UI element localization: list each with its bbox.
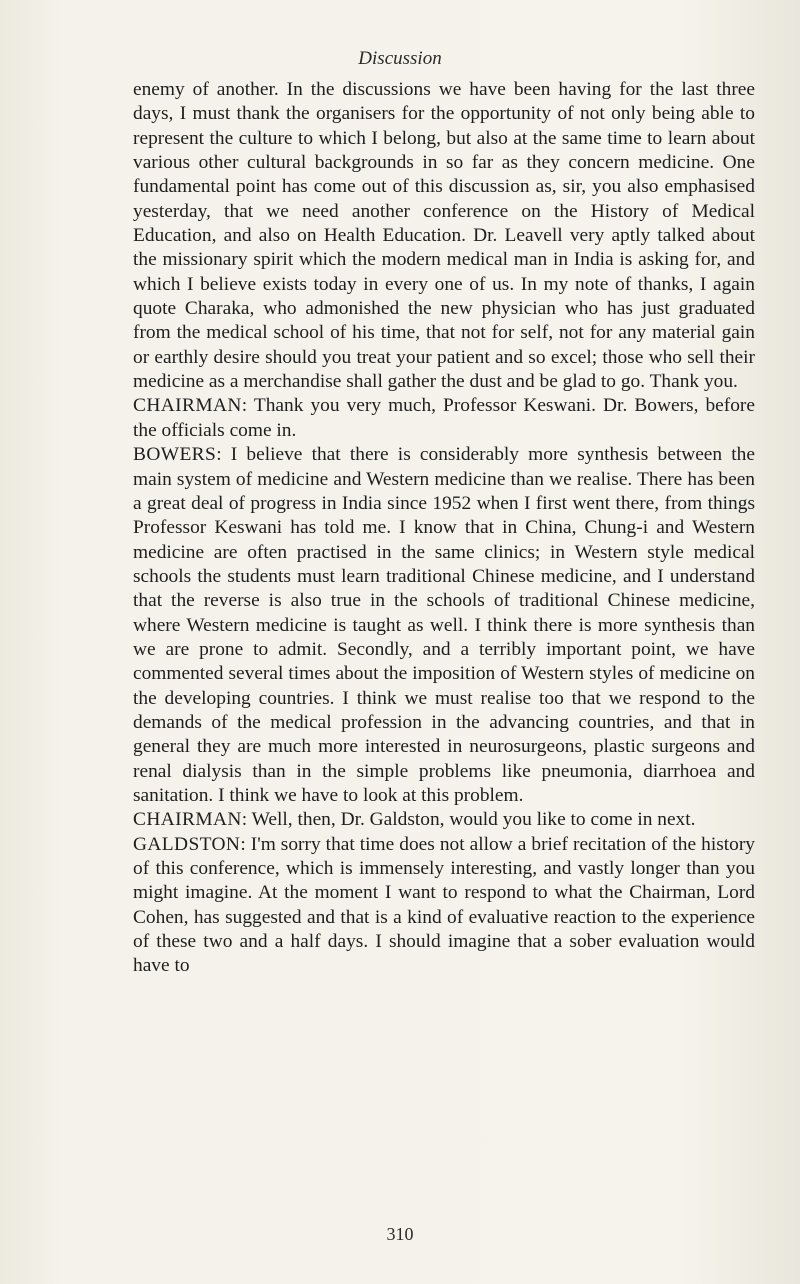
speech-text: : I'm sorry that time does not allow a brief recitation of the history of this conference, which is immensely interesting, and vastly longer than you might imagine. At the moment I want to respond to what the Chairman, Lord Cohen, has suggested and that is a kind of evaluative reaction to the experience of these two and a half days. I should imagine that a sober evaluation would have to: [133, 833, 755, 977]
paragraph-bowers: [133, 443, 755, 808]
speaker-name: CHAIRMAN: [133, 395, 242, 417]
paragraph-chairman-2: [133, 808, 755, 832]
speaker-name: GALDSTON: [133, 833, 241, 855]
speech-text: : Thank you very much, Professor Keswani. Dr. Bowers, before the officials come in.: [133, 395, 755, 441]
speech-text: : Well, then, Dr. Galdston, would you like to come in next.: [241, 809, 696, 831]
paragraph-chairman-1: [133, 394, 755, 443]
paragraph-galdston: [133, 833, 755, 979]
body-text: [133, 78, 755, 979]
paragraph-keswani-continued: enemy of another. In the discussions we have been having for the last three days, I must thank the organisers for the opportunity of not only being able to represent the culture to which I belong, but also at the same time to learn about various other cultural backgrounds in so far as they concern medicine. One fundamental point has come out of this discussion as, sir, you also emphasised yesterday, that we need another conference on the History of Medical Education, and also on Health Education. Dr. Leavell very aptly talked about the missionary spirit which the modern medical man in India is asking for, and which I believe exists today in every one of us. In my note of thanks, I again quote Charaka, who admonished the new physician who has just graduated from the medical school of his time, that not for self, not for any material gain or earthly desire should you treat your patient and so excel; those who sell their medicine as a merchandise shall gather the dust and be glad to go. Thank you.: [133, 79, 755, 393]
speaker-name: CHAIRMAN: [133, 809, 242, 831]
running-header: Discussion: [358, 48, 442, 69]
speaker-name: BOWERS: [133, 444, 217, 466]
speech-text: : I believe that there is considerably more synthesis between the main system of medicine and Western medicine than we realise. There has been a great deal of progress in India since 1952 when I first went there, from things Professor Keswani has told me. I know that in China, Chung-i and Western medicine are often practised in the same clinics; in Western style medical schools the students must learn traditional Chinese medicine, and I understand that the reverse is also true in the schools of traditional Chinese medicine, where Western medicine is taught as well. I think there is more synthesis than we are prone to admit. Secondly, and a terribly important point, we have commented several times about the imposition of Western styles of medicine on the developing countries. I think we must realise too that we respond to the demands of the medical profession in the advancing countries, and that in general they are much more interested in neurosurgeons, plastic surgeons and renal dialysis than in the simple problems like pneumonia, diarrhoea and sanitation. I think we have to look at this problem.: [133, 444, 755, 806]
page-number: 310: [386, 1224, 414, 1244]
